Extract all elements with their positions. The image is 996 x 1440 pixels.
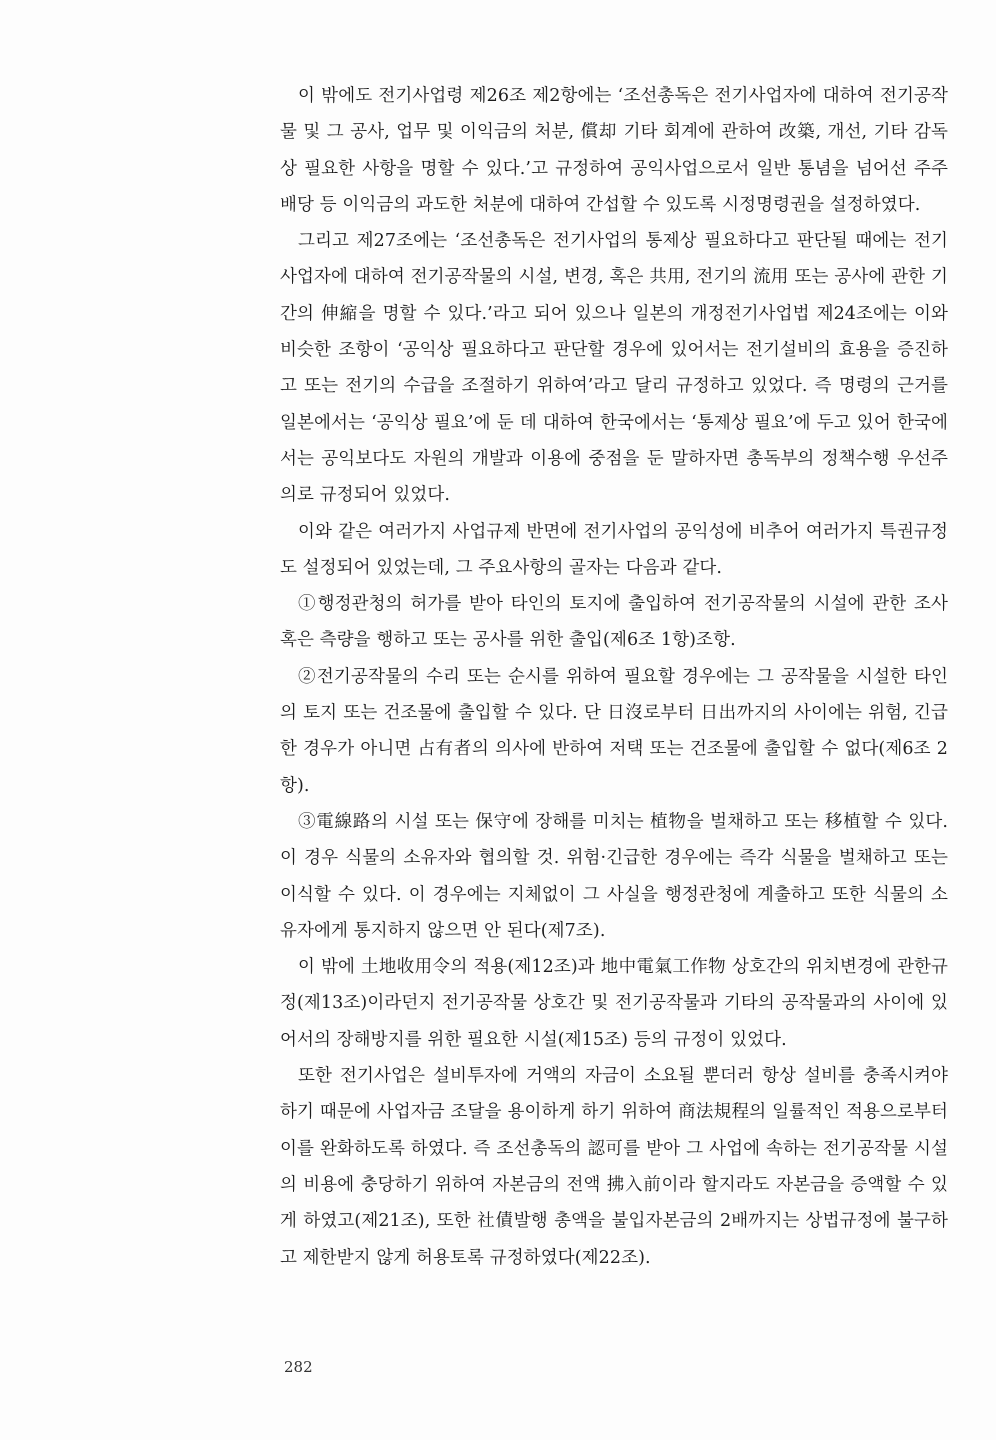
paragraph-item-2: ②전기공작물의 수리 또는 순시를 위하여 필요할 경우에는 그 공작물을 시설한 타인의 토지 또는 건조물에 출입할 수 있다. 단 日沒로부터 日出까지의 사이에는 위험, 긴급한 경우가 아니면 占有者의 의사에 반하여 저택 또는 건조물에 출입할 수 없다(제6조 2항). xyxy=(280,666,948,796)
paragraph-privileges-intro: 이와 같은 여러가지 사업규제 반면에 전기사업의 공익성에 비추어 여러가지 특권규정도 설정되어 있었는데, 그 주요사항의 골자는 다음과 같다. xyxy=(280,521,948,578)
paragraph-article-26: 이 밖에도 전기사업령 제26조 제2항에는 ‘조선총독은 전기사업자에 대하여 전기공작물 및 그 공사, 업무 및 이익금의 처분, 償却 기타 회계에 관하여 改築, 개선, 기타 감독상 필요한 사항을 명할 수 있다.’고 규정하여 공익사업으로서 일반 통념을 넘어선 주주배당 등 이익금의 과도한 처분에 대하여 간섭할 수 있도록 시정명령권을 설정하였다. xyxy=(280,86,948,215)
body-text xyxy=(280,78,948,1276)
page-number: 282 xyxy=(284,1358,313,1376)
paragraph-item-1: ①행정관청의 허가를 받아 타인의 토지에 출입하여 전기공작물의 시설에 관한 조사 혹은 측량을 행하고 또는 공사를 위한 출입(제6조 1항)조항. xyxy=(280,594,948,651)
paragraph-article-27: 그리고 제27조에는 ‘조선총독은 전기사업의 통제상 필요하다고 판단될 때에는 전기사업자에 대하여 전기공작물의 시설, 변경, 혹은 共用, 전기의 流用 또는 공사에 관한 기간의 伸縮을 명할 수 있다.’라고 되어 있으나 일본의 개정전기사업법 제24조에는 이와 비슷한 조항이 ‘공익상 필요하다고 판단할 경우에 있어서는 전기설비의 효용을 증진하고 또는 전기의 수급을 조절하기 위하여’라고 달리 규정하고 있었다. 즉 명령의 근거를 일본에서는 ‘공익상 필요’에 둔 데 대하여 한국에서는 ‘통제상 필요’에 두고 있어 한국에서는 공익보다도 자원의 개발과 이용에 중점을 둔 말하자면 총독부의 정책수행 우선주의로 규정되어 있었다. xyxy=(280,231,948,506)
paragraph-other-provisions: 이 밖에 土地收用令의 적용(제12조)과 地中電氣工作物 상호간의 위치변경에 관한규정(제13조)이라던지 전기공작물 상호간 및 전기공작물과 기타의 공작물과의 사이에 있어서의 장해방지를 위한 필요한 시설(제15조) 등의 규정이 있었다. xyxy=(280,957,948,1050)
paragraph-financing: 또한 전기사업은 설비투자에 거액의 자금이 소요될 뿐더러 항상 설비를 충족시켜야 하기 때문에 사업자금 조달을 용이하게 하기 위하여 商法規程의 일률적인 적용으로부터 이를 완화하도록 하였다. 즉 조선총독의 認可를 받아 그 사업에 속하는 전기공작물 시설의 비용에 충당하기 위하여 자본금의 전액 拂入前이라 할지라도 자본금을 증액할 수 있게 하였고(제21조), 또한 社債발행 총액을 불입자본금의 2배까지는 상법규정에 불구하고 제한받지 않게 허용토록 규정하였다(제22조). xyxy=(280,1066,948,1268)
paragraph-item-3: ③電線路의 시설 또는 保守에 장해를 미치는 植物을 벌채하고 또는 移植할 수 있다. 이 경우 식물의 소유자와 협의할 것. 위험·긴급한 경우에는 즉각 식물을 벌채하고 또는 이식할 수 있다. 이 경우에는 지체없이 그 사실을 행정관청에 계출하고 또한 식물의 소유자에게 통지하지 않으면 안 된다(제7조). xyxy=(280,811,948,941)
